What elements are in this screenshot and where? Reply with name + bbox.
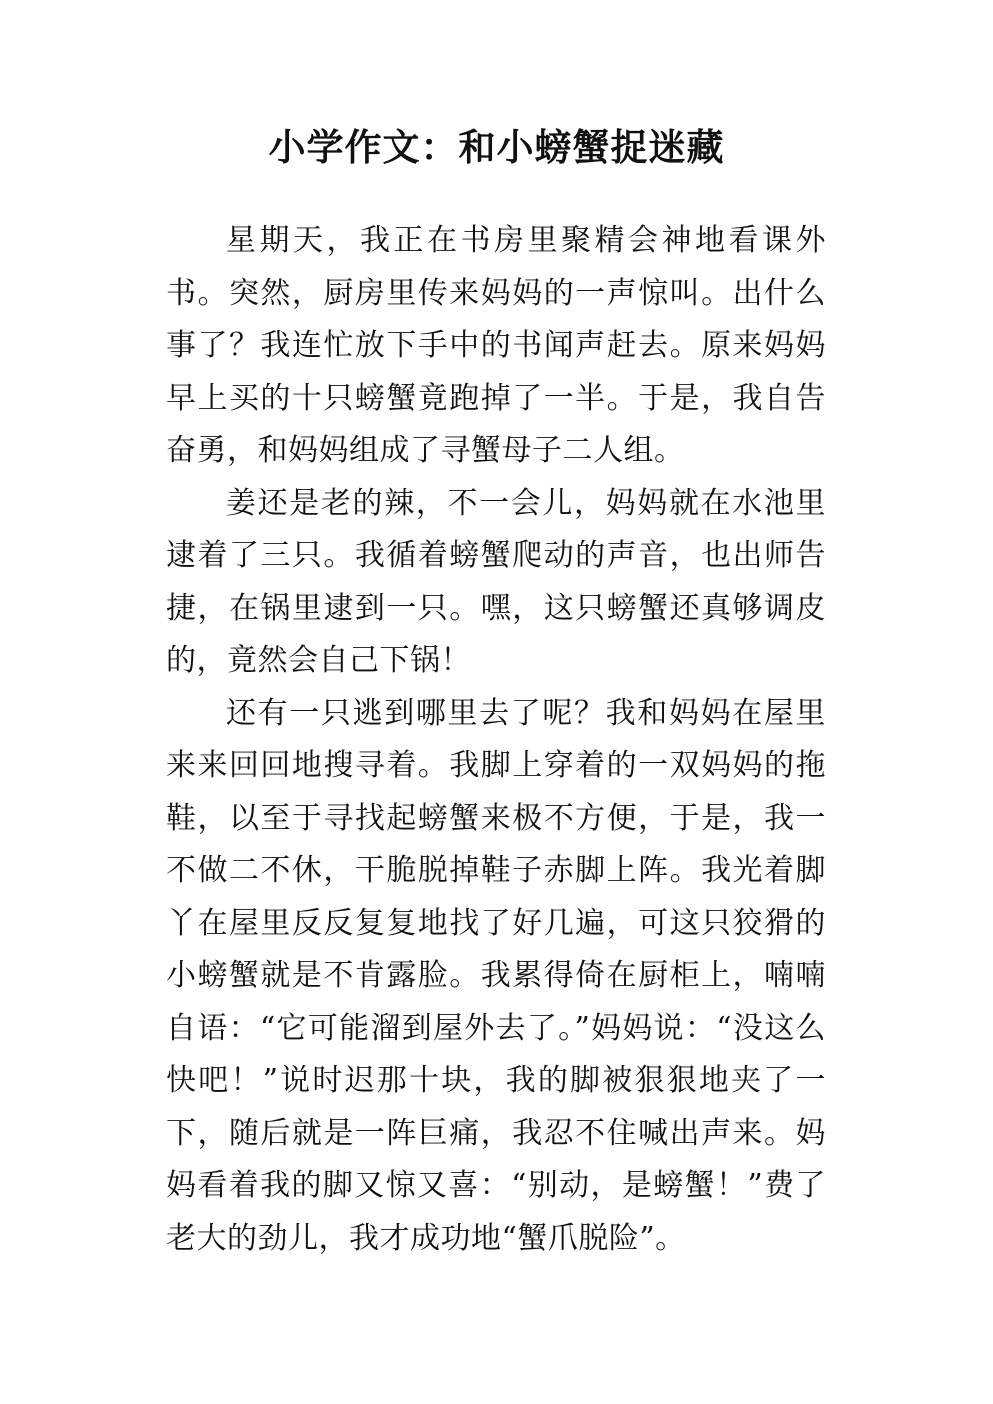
document-title: 小学作文：和小螃蟹捉迷藏 [268,126,725,169]
document-body [166,215,826,1265]
paragraph-1: 星期天，我正在书房里聚精会神地看课外书。突然，厨房里传来妈妈的一声惊叫。出什么事了？我连忙放下手中的书闻声赶去。原来妈妈早上买的十只螃蟹竟跑掉了一半。于是，我自告奋勇，和妈妈组成了寻蟹母子二人组。 [166,223,826,468]
paragraph-2: 姜还是老的辣，不一会儿，妈妈就在水池里逮着了三只。我循着螃蟹爬动的声音，也出师告捷，在锅里逮到一只。嘿，这只螃蟹还真够调皮的，竟然会自己下锅！ [166,485,826,678]
paragraph-3: 还有一只逃到哪里去了呢？我和妈妈在屋里来来回回地搜寻着。我脚上穿着的一双妈妈的拖鞋，以至于寻找起螃蟹来极不方便，于是，我一不做二不休，干脆脱掉鞋子赤脚上阵。我光着脚丫在屋里反反复复地找了好几遍，可这只狡猾的小螃蟹就是不肯露脸。我累得倚在厨柜上，喃喃自语：“它可能溜到屋外去了。”妈妈说：“没这么快吧！”说时迟那十块，我的脚被狠狠地夹了一下，随后就是一阵巨痛，我忍不住喊出声来。妈妈看着我的脚又惊又喜：“别动，是螃蟹！”费了老大的劲儿，我才成功地“蟹爪脱险”。 [166,695,826,1256]
